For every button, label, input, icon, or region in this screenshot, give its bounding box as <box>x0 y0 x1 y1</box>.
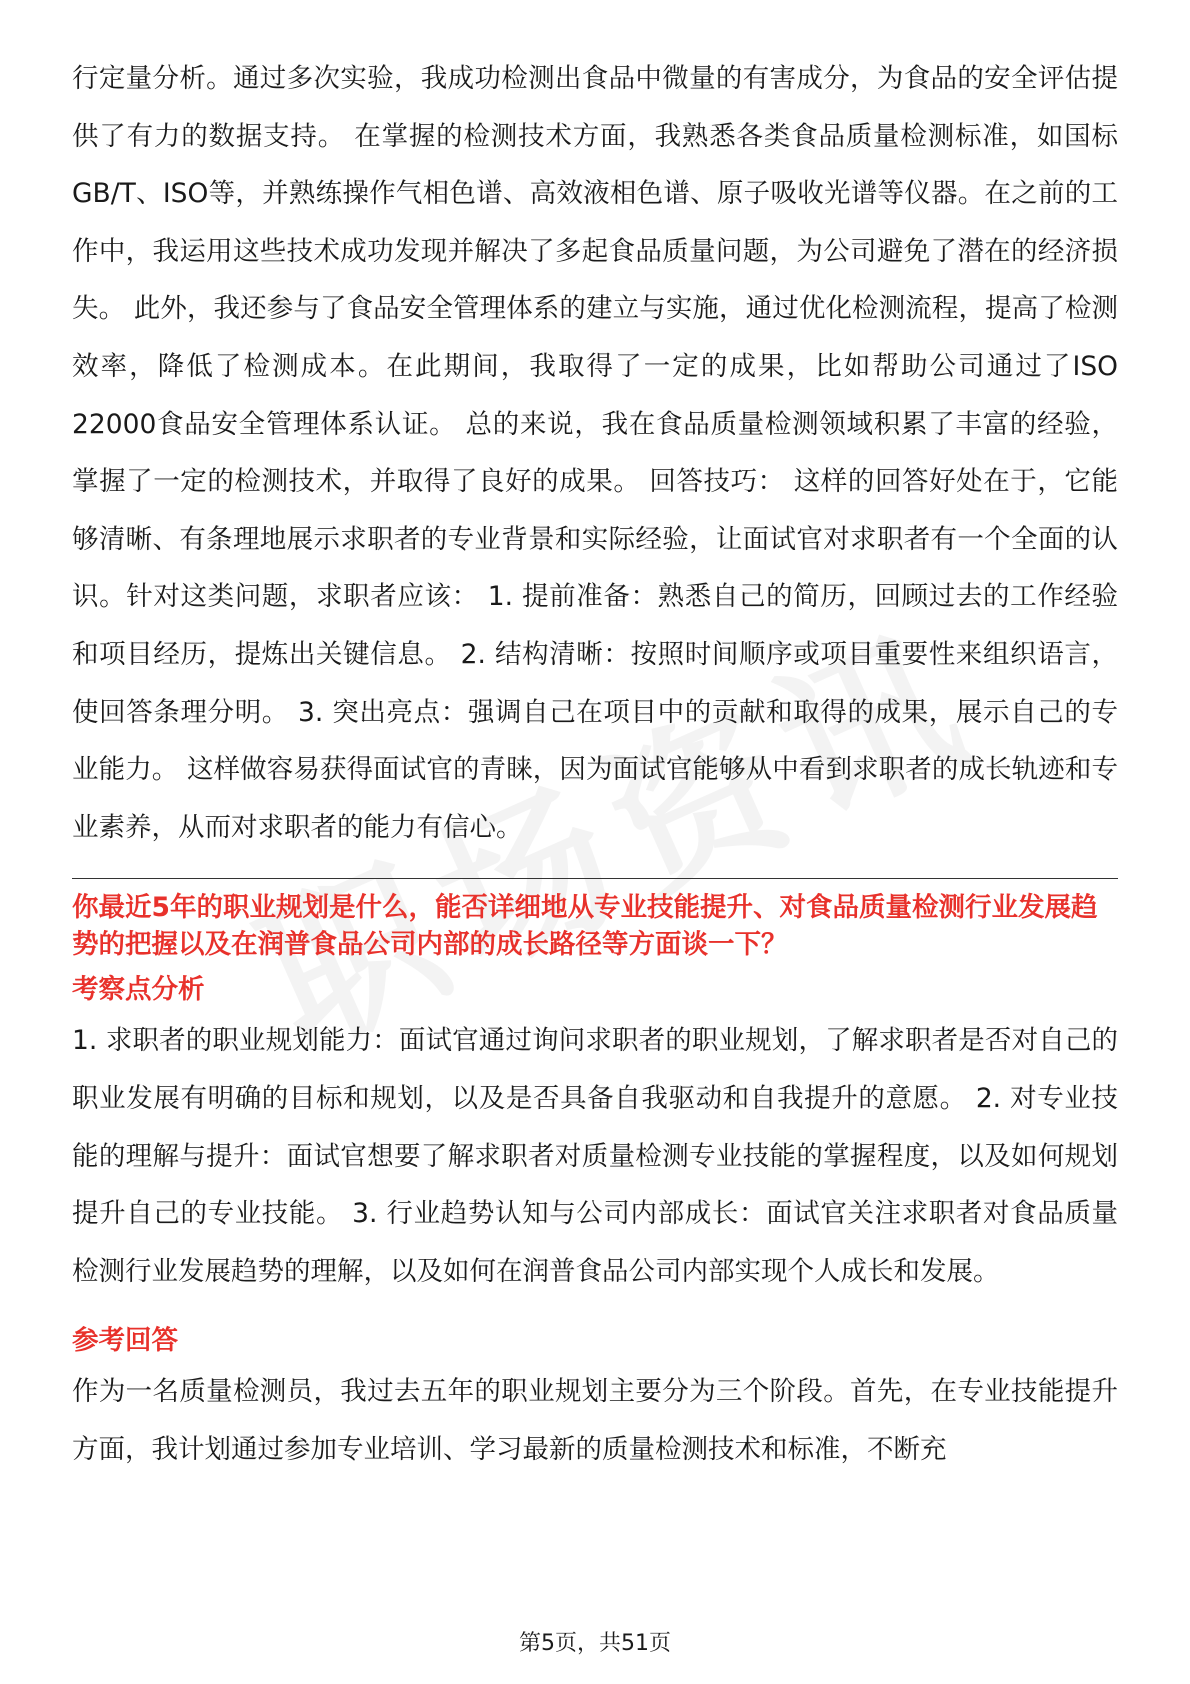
analysis-paragraph: 1. 求职者的职业规划能力：面试官通过询问求职者的职业规划，了解求职者是否对自己的职业发展有明确的目标和规划，以及是否具备自我驱动和自我提升的意愿。 2. 对专业技能的理解与提升：面试官想要了解求职者对质量检测专业技能的掌握程度，以及如何规划提升自己的专业技能。 3. 行业趋势认知与公司内部成长：面试官关注求职者对食品质量检测行业发展趋势的理解，以及如何在润普食品公司内部实现个人成长和发展。 <box>72 1025 1118 1287</box>
page-footer: 第5页，共51页 <box>519 1631 671 1656</box>
intro-paragraph: 行定量分析。通过多次实验，我成功检测出食品中微量的有害成分，为食品的安全评估提供了有力的数据支持。 在掌握的检测技术方面，我熟悉各类食品质量检测标准，如国标GB/T、ISO等，并熟练操作气相色谱、高效液相色谱、原子吸收光谱等仪器。在之前的工作中，我运用这些技术成功发现并解决了多起食品质量问题，为公司避免了潜在的经济损失。 此外，我还参与了食品安全管理体系的建立与实施，通过优化检测流程，提高了检测效率，降低了检测成本。在此期间，我取得了一定的成果，比如帮助公司通过了ISO 22000食品安全管理体系认证。 总的来说，我在食品质量检测领域积累了丰富的经验，掌握了一定的检测技术，并取得了良好的成果。 回答技巧： 这样的回答好处在于，它能够清晰、有条理地展示求职者的专业背景和实际经验，让面试官对求职者有一个全面的认识。针对这类问题，求职者应该： 1. 提前准备：熟悉自己的简历，回顾过去的工作经验和项目经历，提炼出关键信息。 2. 结构清晰：按照时间顺序或项目重要性来组织语言，使回答条理分明。 3. 突出亮点：强调自己在项目中的贡献和取得的成果，展示自己的专业能力。 这样做容易获得面试官的青睐，因为面试官能够从中看到求职者的成长轨迹和专业素养，从而对求职者的能力有信心。 <box>72 63 1118 843</box>
interview-question: 你最近5年的职业规划是什么，能否详细地从专业技能提升、对食品质量检测行业发展趋势的把握以及在润普食品公司内部的成长路径等方面谈一下？ <box>72 892 1098 961</box>
reference-paragraph: 作为一名质量检测员，我过去五年的职业规划主要分为三个阶段。首先，在专业技能提升方面，我计划通过参加专业培训、学习最新的质量检测技术和标准，不断充 <box>72 1376 1118 1465</box>
reference-heading: 参考回答 <box>72 1325 178 1357</box>
page-content <box>72 50 1118 1478</box>
section-divider <box>72 878 1118 879</box>
analysis-heading: 考察点分析 <box>72 974 205 1006</box>
